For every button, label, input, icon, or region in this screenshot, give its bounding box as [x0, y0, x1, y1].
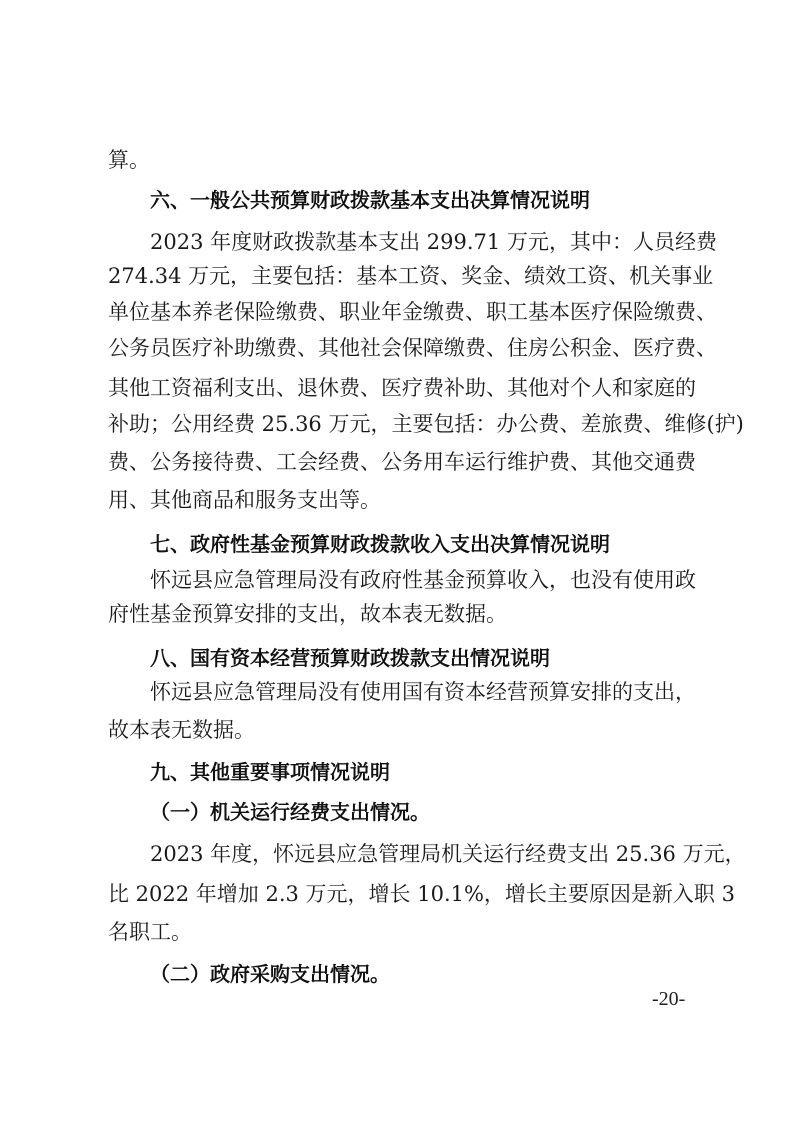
text-line: 府性基金预算安排的支出，故本表无数据。 — [108, 602, 507, 626]
text-line: 274.34 万元，主要包括：基本工资、奖金、绩效工资、机关事业 — [108, 264, 714, 288]
text-line: 费、公务接待费、工会经费、公务用车运行维护费、其他交通费 — [108, 450, 696, 474]
page-number: -20- — [652, 988, 686, 1010]
section-heading-8: 八、国有资本经营预算财政拨款支出情况说明 — [150, 646, 550, 670]
text-line: 名职工。 — [108, 920, 192, 944]
text-line: 算。 — [108, 148, 150, 172]
text-line: 怀远县应急管理局没有政府性基金预算收入，也没有使用政 — [150, 568, 696, 592]
subsection-heading-2: （二）政府采购支出情况。 — [150, 962, 390, 986]
text-line: 单位基本养老保险缴费、职业年金缴费、职工基本医疗保险缴费、 — [108, 300, 717, 324]
text-line: 故本表无数据。 — [108, 718, 255, 742]
text-line: 补助；公用经费 25.36 万元，主要包括：办公费、差旅费、维修(护) — [108, 412, 744, 436]
text-line: 2023 年度，怀远县应急管理局机关运行经费支出 25.36 万元， — [150, 842, 746, 866]
text-line: 比 2022 年增加 2.3 万元，增长 10.1%，增长主要原因是新入职 3 — [108, 882, 735, 906]
section-heading-9: 九、其他重要事项情况说明 — [150, 760, 390, 784]
text-line: 其他工资福利支出、退休费、医疗费补助、其他对个人和家庭的 — [108, 376, 696, 400]
section-heading-6: 六、一般公共预算财政拨款基本支出决算情况说明 — [150, 188, 590, 212]
subsection-heading-1: （一）机关运行经费支出情况。 — [150, 800, 430, 824]
section-heading-7: 七、政府性基金预算财政拨款收入支出决算情况说明 — [150, 532, 610, 556]
text-line: 公务员医疗补助缴费、其他社会保障缴费、住房公积金、医疗费、 — [108, 336, 717, 360]
text-line: 用、其他商品和服务支出等。 — [108, 488, 381, 512]
text-line: 怀远县应急管理局没有使用国有资本经营预算安排的支出， — [150, 680, 696, 704]
text-line: 2023 年度财政拨款基本支出 299.71 万元，其中：人员经费 — [150, 230, 717, 254]
